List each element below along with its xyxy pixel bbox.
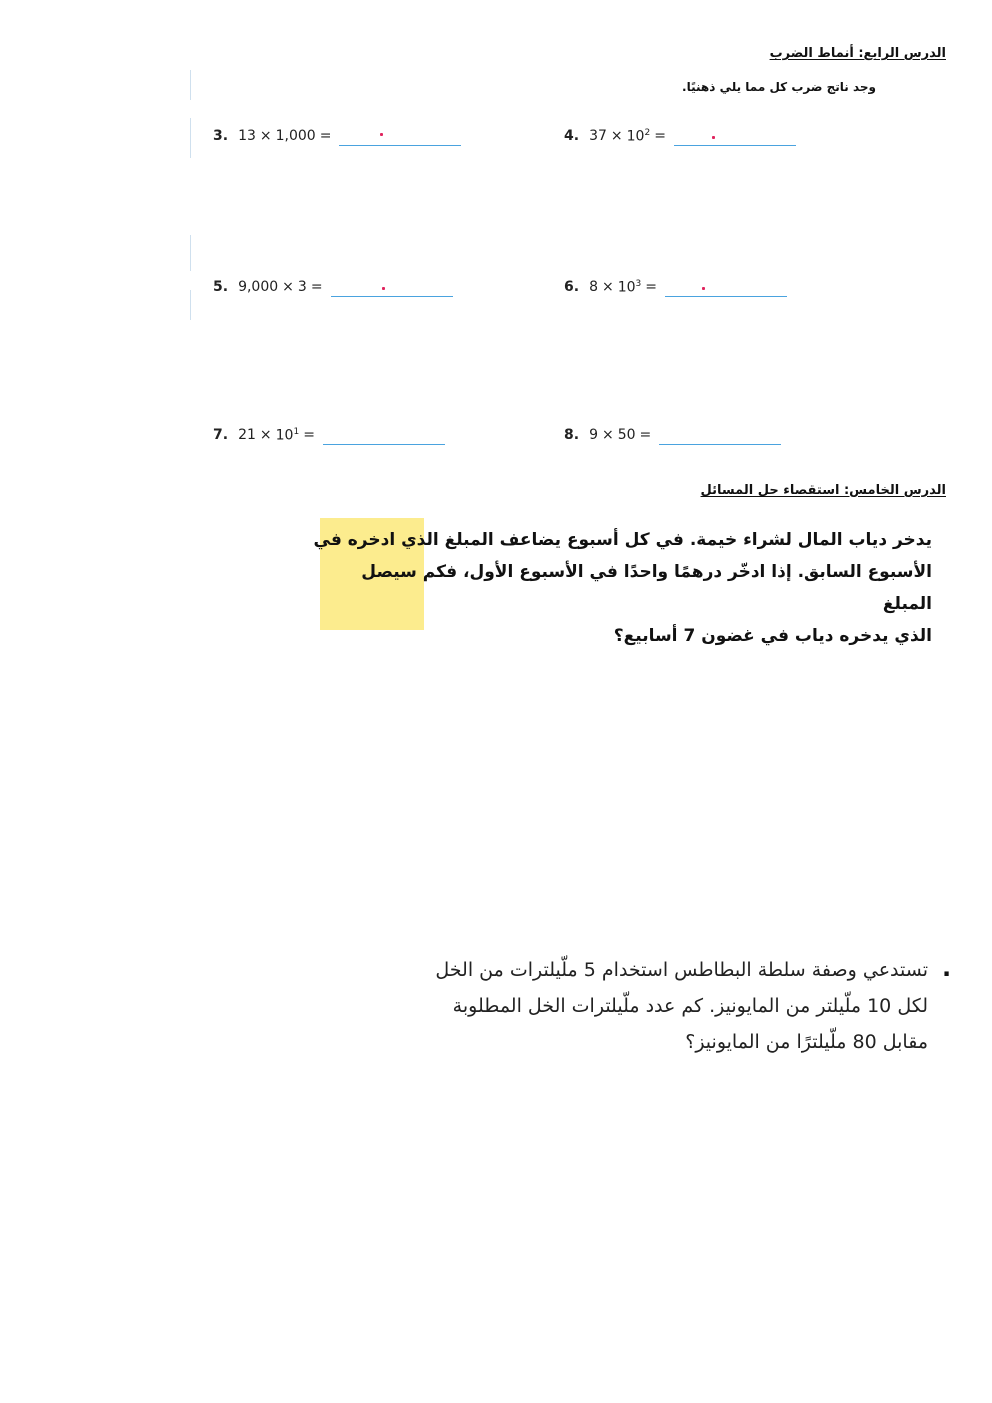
exercise-number: 3. (213, 128, 229, 144)
answer-line[interactable] (339, 131, 461, 146)
pen-mark (712, 136, 715, 139)
factor-a: 9 (589, 427, 598, 443)
lesson4-instruction: وجد ناتج ضرب كل مما يلي ذهنيًا. (682, 80, 876, 94)
exponent: 1 (293, 427, 300, 437)
exercise-number: 5. (213, 279, 229, 295)
times-sign: × (601, 279, 614, 296)
problem-1-line: يدخر دياب المال لشراء خيمة. في كل أسبوع يضاعف المبلغ الذي ادخره في (313, 530, 932, 550)
exercise-7 (213, 427, 445, 444)
factor-b: 1,000 (275, 128, 316, 144)
answer-line[interactable] (323, 430, 445, 445)
problem-1-line: الأسبوع السابق. إذا ادخّر درهمًا واحدًا في الأسبوع الأول، فكم سيصل المبلغ (361, 562, 932, 614)
factor-b: 10 (626, 128, 645, 145)
equals-sign: = (310, 279, 323, 295)
exponent: 3 (635, 279, 642, 289)
margin-line (190, 118, 191, 158)
problem-2-line: مقابل 80 ملّيلترًا من المايونيز؟ (685, 1031, 928, 1053)
times-sign: × (282, 279, 294, 295)
lesson4-heading: الدرس الرابع: أنماط الضرب (769, 46, 946, 61)
exercise-number: 4. (564, 128, 580, 145)
margin-line (190, 290, 191, 320)
answer-line[interactable] (674, 131, 796, 146)
equals-sign: = (654, 128, 666, 145)
exercise-number: 6. (564, 279, 580, 296)
problem-1 (312, 524, 932, 652)
factor-a: 13 (238, 128, 256, 144)
factor-a: 21 (238, 427, 256, 444)
answer-line[interactable] (659, 430, 781, 445)
factor-b: 10 (617, 279, 636, 296)
problem-1-line: الذي يدخره دياب في غضون 7 أسابيع؟ (613, 626, 932, 646)
lesson5-heading: الدرس الخامس: استقصاء حل المسائل (700, 483, 946, 498)
times-sign: × (259, 128, 272, 144)
pen-mark (380, 133, 383, 136)
exercise-8 (564, 427, 781, 443)
exercise-3 (213, 128, 461, 144)
pen-mark (382, 287, 385, 290)
factor-a: 8 (589, 279, 598, 296)
margin-line (190, 235, 191, 271)
exponent: 2 (644, 128, 651, 138)
problem-2-line: تستدعي وصفة سلطة البطاطس استخدام 5 ملّيلترات من الخل (435, 959, 928, 981)
answer-line[interactable] (665, 282, 787, 297)
times-sign: × (259, 427, 272, 444)
factor-b: 10 (275, 427, 294, 444)
answer-line[interactable] (331, 282, 453, 297)
equals-sign: = (319, 128, 332, 144)
equals-sign: = (303, 427, 315, 444)
exercise-5 (213, 279, 453, 295)
equals-sign: = (639, 427, 652, 443)
exercise-number: 7. (213, 427, 229, 444)
equals-sign: = (645, 279, 658, 296)
factor-b: 50 (617, 427, 636, 443)
factor-b: 3 (297, 279, 307, 295)
factor-a: 9,000 (238, 279, 279, 295)
times-sign: × (601, 427, 614, 443)
margin-line (190, 70, 191, 100)
times-sign: × (610, 128, 623, 145)
exercise-4 (564, 128, 796, 145)
exercise-6 (564, 279, 787, 296)
problem-2 (308, 952, 928, 1060)
pen-mark (702, 287, 705, 290)
factor-a: 37 (589, 128, 607, 145)
problem-2-line: لكل 10 ملّيلتر من المايونيز. كم عدد ملّيلترات الخل المطلوبة (452, 995, 928, 1017)
exercise-number: 8. (564, 427, 580, 443)
bullet: . (942, 954, 952, 982)
